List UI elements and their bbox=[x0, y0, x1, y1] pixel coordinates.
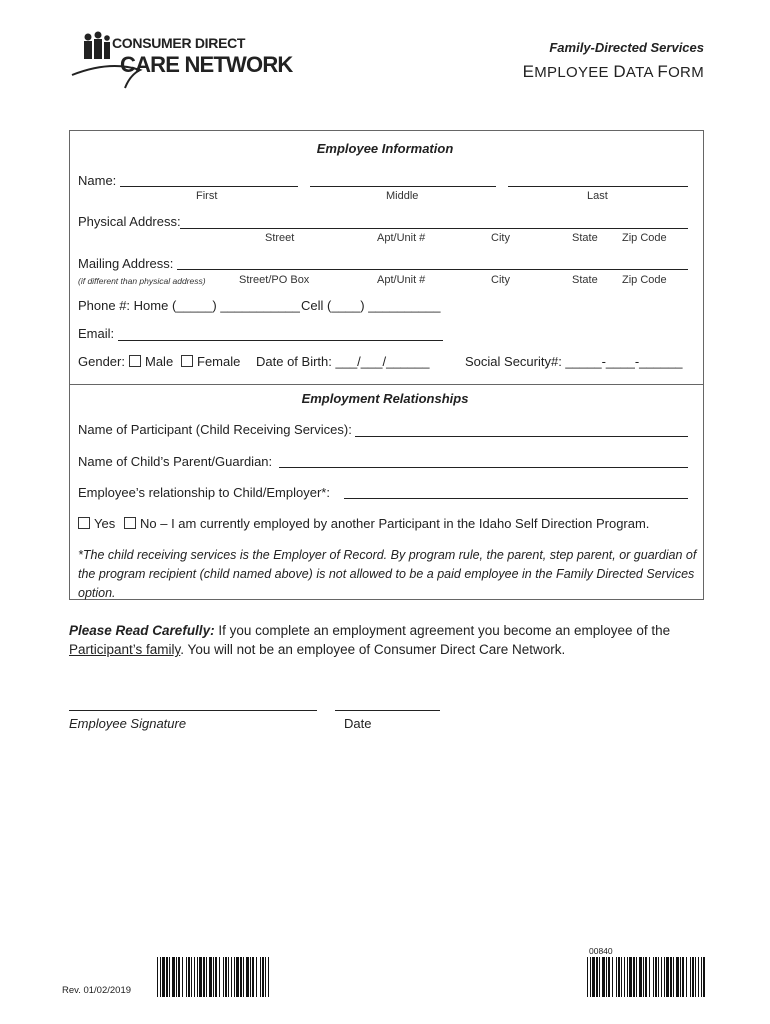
relationship-label: Employee’s relationship to Child/Employer*: bbox=[78, 485, 330, 500]
employee-signature-field[interactable] bbox=[69, 710, 317, 711]
mail-state-caption: State bbox=[572, 274, 598, 286]
email-label: Email: bbox=[78, 326, 115, 341]
mailing-address-field[interactable] bbox=[177, 269, 688, 270]
phys-city-caption: City bbox=[491, 232, 510, 244]
participant-label: Name of Participant (Child Receiving Services): bbox=[78, 422, 352, 437]
female-checkbox[interactable] bbox=[181, 355, 193, 367]
mailing-address-label: Mailing Address: bbox=[78, 256, 174, 271]
name-label: Name: bbox=[78, 173, 117, 188]
form-title: EMPLOYEE DATA FORM bbox=[522, 62, 704, 81]
parent-guardian-field[interactable] bbox=[279, 467, 688, 468]
yes-option[interactable]: Yes bbox=[78, 516, 115, 531]
date-field[interactable] bbox=[335, 710, 440, 711]
dob-field[interactable]: Date of Birth: ___/___/______ bbox=[256, 354, 430, 369]
relationship-field[interactable] bbox=[344, 498, 688, 499]
phys-apt-caption: Apt/Unit # bbox=[377, 232, 426, 244]
gender-label: Gender: bbox=[78, 354, 125, 369]
physical-address-label: Physical Address: bbox=[78, 214, 181, 229]
barcode-right bbox=[587, 957, 705, 997]
logo-line-1: CONSUMER DIRECT bbox=[112, 35, 246, 51]
physical-address-field[interactable] bbox=[180, 228, 688, 229]
section-divider bbox=[69, 384, 704, 385]
mail-zip-caption: Zip Code bbox=[622, 274, 667, 286]
form-number: 00840 bbox=[589, 946, 613, 956]
cell-phone-field[interactable]: Cell (____) __________ bbox=[301, 298, 441, 313]
revision-date: Rev. 01/02/2019 bbox=[62, 985, 132, 996]
logo-line-2: CARE NETWORK bbox=[120, 52, 293, 77]
last-name-field[interactable] bbox=[508, 186, 688, 187]
no-checkbox[interactable] bbox=[124, 517, 136, 529]
please-read-notice: Please Read Carefully: If you complete an employment agreement you become an employee of the Participant’s family. You will not be an employee of Consumer Direct Care Network. bbox=[69, 623, 671, 657]
first-name-field[interactable] bbox=[120, 186, 298, 187]
female-option[interactable]: Female bbox=[181, 354, 240, 369]
parent-guardian-label: Name of Child’s Parent/Guardian: bbox=[78, 454, 273, 469]
employee-info-title: Employee Information bbox=[316, 141, 454, 156]
ssn-field[interactable]: Social Security#: _____-____-______ bbox=[465, 354, 683, 369]
mailing-note: (if different than physical address) bbox=[78, 276, 206, 286]
male-checkbox[interactable] bbox=[129, 355, 141, 367]
phys-zip-caption: Zip Code bbox=[622, 232, 667, 244]
home-phone-field[interactable]: Phone #: Home (_____) ___________ bbox=[78, 298, 300, 313]
date-label: Date bbox=[344, 716, 372, 731]
employee-signature-label: Employee Signature bbox=[69, 716, 187, 731]
employer-of-record-note: *The child receiving services is the Employer of Record. By program rule, the parent, step parent, or guardian of the program recipient (child named above) is not allowed to be a paid employee in the Family Directed Services option. bbox=[78, 548, 697, 600]
mail-city-caption: City bbox=[491, 274, 510, 286]
phys-street-caption: Street bbox=[265, 232, 295, 244]
barcode-left bbox=[157, 957, 270, 997]
email-field[interactable] bbox=[118, 340, 443, 341]
middle-name-field[interactable] bbox=[310, 186, 496, 187]
mail-apt-caption: Apt/Unit # bbox=[377, 274, 426, 286]
last-caption: Last bbox=[587, 190, 608, 202]
male-option[interactable]: Male bbox=[129, 354, 173, 369]
mail-street-caption: Street/PO Box bbox=[239, 274, 310, 286]
no-option[interactable]: No – I am currently employed by another Participant in the Idaho Self Direction Program. bbox=[124, 516, 649, 531]
employment-relationships-title: Employment Relationships bbox=[301, 391, 469, 406]
first-caption: First bbox=[196, 190, 218, 202]
phys-state-caption: State bbox=[572, 232, 598, 244]
participant-field[interactable] bbox=[355, 436, 688, 437]
middle-caption: Middle bbox=[386, 190, 419, 202]
yes-checkbox[interactable] bbox=[78, 517, 90, 529]
header-subtitle: Family-Directed Services bbox=[549, 40, 704, 55]
